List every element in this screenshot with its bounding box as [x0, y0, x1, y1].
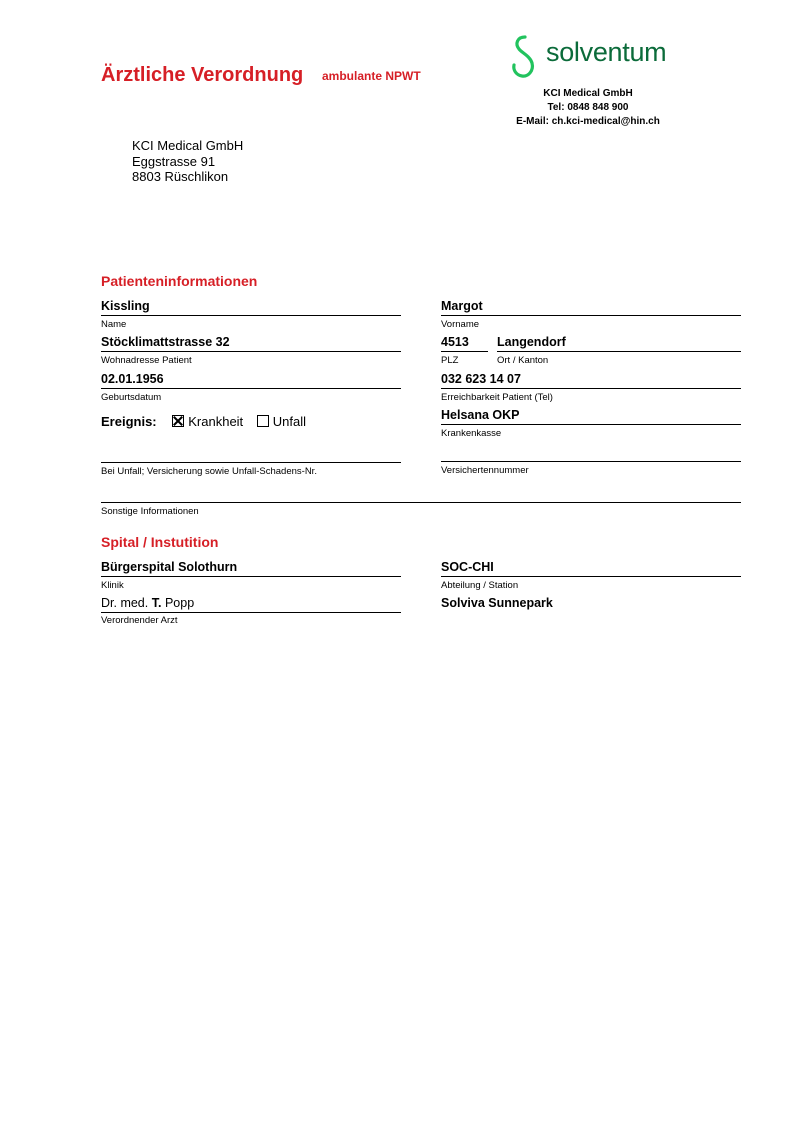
- event-label: Ereignis:: [101, 414, 157, 429]
- logo-mark-icon: [510, 34, 540, 80]
- clinic-label: Klinik: [101, 580, 124, 591]
- accident-info-label: Bei Unfall; Versicherung sowie Unfall-Schadens-Nr.: [101, 466, 317, 477]
- patient-phone-value: 032 623 14 07: [441, 372, 521, 386]
- patient-dob-value: 02.01.1956: [101, 372, 164, 386]
- patient-city-value: Langendorf: [497, 335, 566, 349]
- patient-firstname-label: Vorname: [441, 319, 480, 330]
- insured-number-line: [441, 461, 741, 462]
- insurance-line: [441, 424, 741, 425]
- patient-name-value: Kissling: [101, 299, 150, 313]
- contact-phone: Tel: 0848 848 900: [547, 102, 629, 113]
- clinic-line: [101, 576, 401, 577]
- form-subtitle: ambulante NPWT: [322, 69, 421, 83]
- accident-checkbox[interactable]: [257, 415, 269, 427]
- city-line: [497, 351, 741, 352]
- form-title: Ärztliche Verordnung: [101, 64, 304, 86]
- patient-section-title: Patienteninformationen: [101, 273, 258, 289]
- doctor-prefix: Dr. med.: [101, 596, 149, 610]
- patient-street-value: Stöcklimattstrasse 32: [101, 335, 230, 349]
- patient-city-label: Ort / Kanton: [497, 355, 549, 366]
- patient-street-label: Wohnadresse Patient: [101, 355, 192, 366]
- event-selector: [101, 414, 316, 429]
- doctor-label: Verordnender Arzt: [101, 615, 178, 626]
- contact-email: E-Mail: ch.kci-medical@hin.ch: [516, 116, 660, 127]
- other-info-label: Sonstige Informationen: [101, 506, 199, 517]
- accident-option-label: Unfall: [272, 414, 307, 429]
- recipient-address: [132, 138, 243, 185]
- name-line: [101, 315, 401, 316]
- patient-firstname-value: Margot: [441, 299, 483, 313]
- address-line-3: 8803 Rüschlikon: [132, 169, 229, 184]
- doctor-line: [101, 612, 401, 613]
- patient-insurance-label: Krankenkasse: [441, 428, 502, 439]
- firstname-line: [441, 315, 741, 316]
- dob-line: [101, 388, 401, 389]
- department-value: SOC-CHI: [441, 560, 494, 574]
- patient-insurance-value: Helsana OKP: [441, 408, 520, 422]
- insured-number-label: Versichertennummer: [441, 465, 529, 476]
- hospital-section-title: Spital / Instutition: [101, 534, 219, 550]
- street-line: [101, 351, 401, 352]
- department-label: Abteilung / Station: [441, 580, 519, 591]
- doctor-value: [101, 596, 194, 610]
- illness-checkbox[interactable]: [172, 415, 184, 427]
- other-info-line: [101, 502, 741, 503]
- address-line-1: KCI Medical GmbH: [132, 138, 244, 153]
- contact-block: [500, 87, 676, 129]
- patient-name-label: Name: [101, 319, 127, 330]
- patient-phone-label: Erreichbarkeit Patient (Tel): [441, 392, 553, 403]
- solventum-logo: [510, 34, 682, 80]
- illness-option-label: Krankheit: [188, 414, 244, 429]
- phone-line: [441, 388, 741, 389]
- accident-line: [101, 462, 401, 463]
- contact-company: KCI Medical GmbH: [543, 88, 633, 99]
- logo-text: solventum: [546, 37, 667, 67]
- department-line: [441, 576, 741, 577]
- doctor-lastname: Popp: [164, 596, 195, 610]
- patient-plz-label: PLZ: [441, 355, 459, 366]
- clinic-value: Bürgerspital Solothurn: [101, 560, 238, 574]
- station-value: Solviva Sunnepark: [441, 596, 553, 610]
- patient-dob-label: Geburtsdatum: [101, 392, 162, 403]
- patient-plz-value: 4513: [441, 335, 469, 349]
- doctor-initial: T.: [151, 596, 162, 610]
- address-line-2: Eggstrasse 91: [132, 153, 216, 169]
- plz-line: [441, 351, 488, 352]
